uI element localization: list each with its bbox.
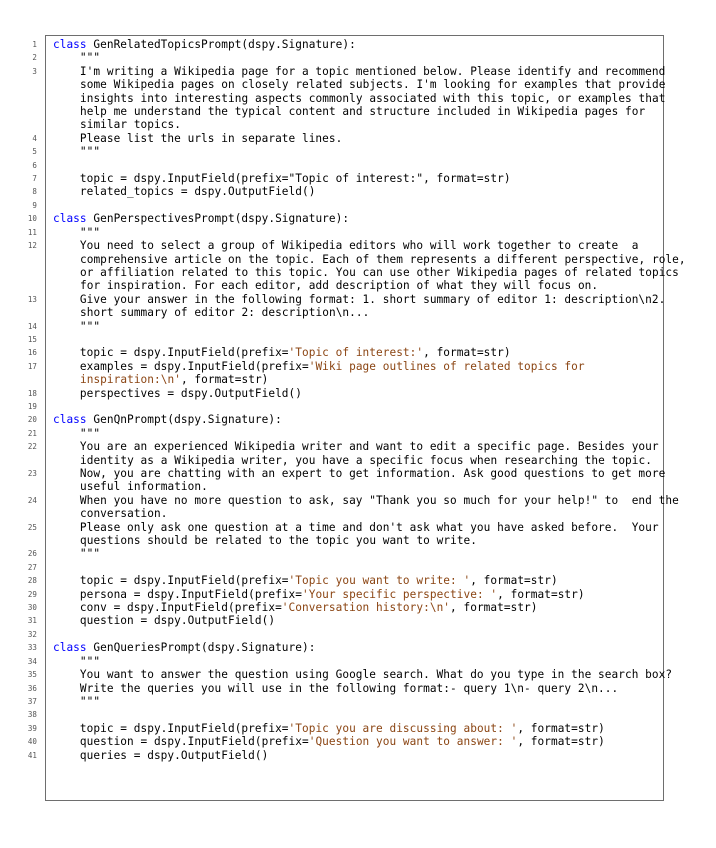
code-line [0,185,716,198]
code-token: """ [53,654,101,668]
code-line [0,467,716,494]
code-text [53,413,686,426]
code-text [53,682,686,695]
line-number: 41 [27,750,37,760]
code-line [0,320,716,333]
code-token: , format=str) [450,601,538,615]
code-text [53,226,686,239]
line-number: 10 [27,214,37,224]
code-text [53,185,686,198]
keyword-token: class [53,641,87,655]
code-token: question = dspy.InputField(prefix= [53,735,309,749]
code-text [53,333,686,346]
code-token: You want to answer the question using Google search. What do you type in the search box? [53,668,673,682]
code-text [53,346,686,359]
code-text [53,172,686,185]
code-text [53,159,686,172]
line-number: 16 [27,348,37,358]
code-text [53,668,686,681]
code-line [0,427,716,440]
code-token: , format=str) [497,587,585,601]
code-token: """ [53,145,101,159]
code-line [0,440,716,467]
code-token: , format=str) [517,721,605,735]
code-token: GenPerspectivesPrompt(dspy.Signature): [86,212,350,226]
code-line [0,413,716,426]
code-token: Please only ask one question at a time and don't ask what you have asked before. Your questions should be related to the topic you want to write. [53,520,666,548]
code-text [53,641,686,654]
code-text [53,655,686,668]
code-line [0,695,716,708]
code-line [0,212,716,225]
code-text [53,628,686,641]
line-number: 31 [27,616,37,626]
code-token: Write the queries you will use in the following format:- query 1\n- query 2\n... [53,681,619,695]
code-line [0,588,716,601]
code-text [53,588,686,601]
code-line [0,708,716,721]
code-text [53,614,686,627]
line-number: 34 [27,656,37,666]
code-text [53,601,686,614]
line-number: 32 [27,629,37,639]
code-line [0,668,716,681]
code-text [53,239,693,293]
code-line [0,38,716,51]
line-number: 39 [27,723,37,733]
line-number: 8 [32,187,37,197]
line-number: 25 [27,522,37,532]
line-number: 3 [32,66,37,76]
code-token: """ [53,426,101,440]
code-token: conv = dspy.InputField(prefix= [53,601,282,615]
code-token: topic = dspy.InputField(prefix= [53,346,289,360]
code-text [53,494,686,521]
code-token: """ [53,225,101,239]
code-line [0,682,716,695]
line-number: 24 [27,495,37,505]
code-line [0,145,716,158]
code-listing [0,38,716,762]
code-token: topic = dspy.InputField(prefix="Topic of interest:", format=str) [53,172,511,186]
code-token: topic = dspy.InputField(prefix= [53,574,289,588]
string-token: 'Topic you are discussing about: ' [288,721,518,735]
code-line [0,561,716,574]
code-token: queries = dspy.OutputField() [53,748,269,762]
code-token: """ [53,694,101,708]
line-number: 35 [27,670,37,680]
string-token: 'Wiki page outlines of related topics for inspiration:\n' [80,359,592,387]
code-line [0,239,716,293]
code-token: topic = dspy.InputField(prefix= [53,721,289,735]
line-number: 27 [27,562,37,572]
code-token: related_topics = dspy.OutputField() [53,185,316,199]
line-number: 26 [27,549,37,559]
line-number: 5 [32,147,37,157]
code-line [0,574,716,587]
line-number: 30 [27,603,37,613]
code-text [53,574,686,587]
line-number: 6 [32,160,37,170]
string-token: 'Question you want to answer: ' [308,735,518,749]
line-number: 13 [27,294,37,304]
code-token: """ [53,547,101,561]
code-line [0,132,716,145]
line-number: 7 [32,174,37,184]
line-number: 18 [27,388,37,398]
line-number: 9 [32,200,37,210]
code-line [0,601,716,614]
line-number: 17 [27,361,37,371]
code-line [0,65,716,132]
code-line [0,172,716,185]
line-number: 40 [27,737,37,747]
string-token: 'Your specific perspective: ' [301,587,498,601]
code-text [53,547,686,560]
code-token: GenRelatedTopicsPrompt(dspy.Signature): [86,38,356,51]
code-token: """ [53,51,101,65]
code-text [53,132,686,145]
code-token: perspectives = dspy.OutputField() [53,386,302,400]
code-line [0,226,716,239]
line-number: 19 [27,401,37,411]
code-line [0,400,716,413]
code-text [53,735,686,748]
code-token: persona = dspy.InputField(prefix= [53,587,302,601]
code-token: , format=str) [423,346,511,360]
code-line [0,655,716,668]
line-number: 1 [32,40,37,49]
line-number: 4 [32,133,37,143]
code-line [0,293,716,320]
code-line [0,735,716,748]
code-line [0,159,716,172]
keyword-token: class [53,212,87,226]
code-token: GenQueriesPrompt(dspy.Signature): [86,641,316,655]
code-text [53,722,686,735]
code-line [0,722,716,735]
code-token: , format=str) [180,373,269,387]
code-line [0,494,716,521]
code-line [0,547,716,560]
line-number: 20 [27,415,37,425]
code-line [0,333,716,346]
code-text [53,467,686,494]
code-token: , format=str) [470,574,558,588]
string-token: 'Topic of interest:' [288,346,424,360]
code-token: question = dspy.OutputField() [53,614,276,628]
line-number: 29 [27,589,37,599]
code-text [53,708,686,721]
keyword-token: class [53,38,87,51]
line-number: 14 [27,321,37,331]
code-text [53,387,686,400]
code-token: GenQnPrompt(dspy.Signature): [86,413,282,427]
code-token: I'm writing a Wikipedia page for a topic mentioned below. Please identify and recommend some Wikipedia pages on closely related subjects. I'm looking for examples that provide insights into interesting aspects commonly associated with this topic, or examples that help me understand the typical content and structure included in Wikipedia pages for similar topics. [53,64,673,132]
code-token: You are an experienced Wikipedia writer and want to edit a specific page. Besides your identity as a Wikipedia writer, you have a specific focus when researching the topic. [53,440,666,467]
code-text [53,212,686,225]
code-token: """ [53,319,101,333]
line-number: 38 [27,710,37,720]
code-text [53,749,686,762]
code-token: , format=str) [517,735,605,749]
code-text [53,293,686,320]
line-number: 2 [32,53,37,63]
line-number: 11 [27,227,37,237]
line-number: 12 [27,241,37,251]
code-text [53,51,686,64]
code-text [53,145,686,158]
code-token: Give your answer in the following format: 1. short summary of editor 1: description\n2. short summary of editor 2: description\n... [53,292,673,320]
code-line [0,360,716,387]
code-text [53,400,686,413]
code-text [53,561,686,574]
string-token: 'Topic you want to write: ' [288,574,471,588]
line-number: 21 [27,428,37,438]
code-line [0,346,716,359]
code-line [0,51,716,64]
keyword-token: class [53,413,87,427]
code-text [53,521,686,548]
code-text [53,440,686,467]
code-text [53,38,686,51]
code-text [53,360,686,387]
line-number: 15 [27,334,37,344]
code-text [53,427,686,440]
line-number: 33 [27,643,37,653]
code-text [53,320,686,333]
code-token: You need to select a group of Wikipedia editors who will work together to create a comprehensive article on the topic. Each of them represents a different perspective, role, or affiliation related to this topic. You can use other Wikipedia pages of related topics for inspiration. For each editor, add description of what they will focus on. [53,239,693,293]
code-line [0,628,716,641]
code-line [0,614,716,627]
code-line [0,521,716,548]
code-text [53,695,686,708]
code-text [53,65,686,132]
line-number: 37 [27,696,37,706]
code-token: When you have no more question to ask, say "Thank you so much for your help!" to end the conversation. [53,493,686,521]
code-token: Now, you are chatting with an expert to get information. Ask good questions to get more useful information. [53,467,673,494]
code-text [53,199,686,212]
line-number: 22 [27,442,37,452]
code-line [0,387,716,400]
code-token: examples = dspy.InputField(prefix= [53,359,309,373]
line-number: 23 [27,469,37,478]
code-line [0,749,716,762]
line-number: 36 [27,683,37,693]
code-token: Please list the urls in separate lines. [53,131,343,145]
string-token: 'Conversation history:\n' [281,601,451,615]
line-number: 28 [27,576,37,586]
code-line [0,199,716,212]
code-line [0,641,716,654]
